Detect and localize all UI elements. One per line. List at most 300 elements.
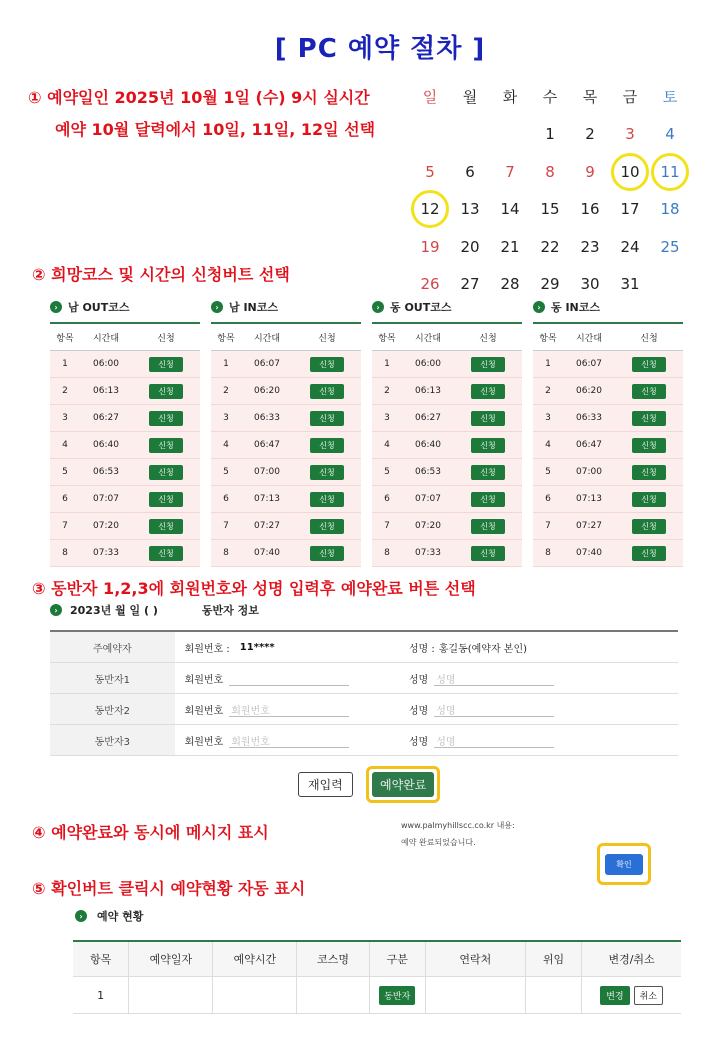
column-header: 항목	[56, 333, 74, 344]
tee-time: 07:00	[254, 467, 280, 477]
status-column-header: 위임	[526, 942, 582, 976]
row-number: 4	[384, 440, 390, 450]
dialog-ok-button[interactable]: 확인	[605, 854, 642, 875]
tee-time: 06:20	[254, 386, 280, 396]
calendar-day[interactable]	[490, 238, 530, 256]
row-number: 8	[62, 548, 68, 558]
tee-time-row	[50, 432, 200, 459]
name-cell	[399, 702, 678, 717]
calendar-day-number: 20	[460, 237, 480, 256]
tee-time: 07:40	[254, 548, 280, 558]
apply-button[interactable]: 신청	[310, 438, 343, 453]
apply-cell	[132, 411, 200, 426]
calendar-day[interactable]	[530, 200, 570, 218]
calendar-week	[410, 228, 690, 266]
calendar-day[interactable]	[490, 163, 530, 181]
calendar-day-number: 8	[545, 162, 555, 181]
tee-time: 06:00	[415, 359, 441, 369]
tee-time: 07:07	[93, 494, 119, 504]
apply-button[interactable]: 신청	[632, 546, 665, 561]
calendar-day-number: 21	[500, 237, 520, 256]
calendar-week	[410, 153, 690, 191]
apply-cell	[615, 384, 683, 399]
tee-time: 06:47	[576, 440, 602, 450]
row-number: 6	[384, 494, 390, 504]
chevron-right-icon: ›	[372, 301, 384, 313]
tee-time-row	[211, 432, 361, 459]
course-table-header	[50, 324, 200, 351]
apply-button[interactable]: 신청	[471, 519, 504, 534]
tee-time: 07:27	[576, 521, 602, 531]
step1-line2: 예약 10월 달력에서 10일, 11일, 12일 선택	[55, 120, 376, 139]
member-cell	[175, 733, 399, 748]
tee-time-row	[372, 540, 522, 567]
row-number: 4	[545, 440, 551, 450]
status-cell: 1	[73, 977, 129, 1013]
apply-button[interactable]: 신청	[149, 465, 182, 480]
apply-button[interactable]: 신청	[310, 465, 343, 480]
calendar-day-number: 13	[460, 200, 480, 219]
calendar-day-number: 30	[580, 275, 600, 294]
status-row	[73, 977, 681, 1014]
tee-time-row	[533, 486, 683, 513]
status-column-header: 변경/취소	[608, 953, 655, 966]
apply-button[interactable]: 신청	[149, 519, 182, 534]
calendar-day-number: 26	[420, 275, 440, 294]
status-header-row	[73, 942, 681, 977]
apply-cell	[293, 546, 361, 561]
course-time-list	[372, 322, 522, 567]
calendar-day[interactable]	[650, 200, 690, 218]
calendar-day[interactable]	[570, 163, 610, 181]
calendar-day-number: 29	[540, 275, 560, 294]
row-number: 1	[223, 359, 229, 369]
apply-button[interactable]: 신청	[471, 411, 504, 426]
calendar-day[interactable]	[410, 163, 450, 181]
calendar-day-number: 31	[620, 275, 640, 294]
calendar-day[interactable]	[530, 125, 570, 143]
step1-line1: ① 예약일인 2025년 10월 1일 (수) 9시 실시간	[28, 88, 370, 107]
member-label: 회원번호	[184, 705, 224, 717]
calendar-day-number: 28	[500, 275, 520, 294]
change-button[interactable]: 변경	[600, 986, 629, 1005]
row-number: 7	[545, 521, 551, 531]
row-number: 6	[62, 494, 68, 504]
member-number-input[interactable]: 회원번호	[229, 702, 349, 717]
type-badge: 동반자	[379, 986, 415, 1005]
weekday-label: 월	[462, 88, 478, 107]
apply-cell	[132, 519, 200, 534]
apply-cell	[454, 411, 522, 426]
apply-button[interactable]: 신청	[471, 546, 504, 561]
course-name: 남 OUT코스	[68, 301, 130, 314]
calendar-day[interactable]	[490, 200, 530, 218]
calendar-day[interactable]	[530, 238, 570, 256]
calendar-day[interactable]	[650, 238, 690, 256]
tee-time-row	[372, 432, 522, 459]
row-number: 2	[545, 386, 551, 396]
course-table-header	[533, 324, 683, 351]
row-number: 1	[384, 359, 390, 369]
calendar-day-number: 2	[585, 125, 595, 144]
apply-button[interactable]: 신청	[149, 357, 182, 372]
apply-button[interactable]: 신청	[471, 438, 504, 453]
tee-time-row	[211, 351, 361, 378]
row-label: 동반자1	[50, 663, 175, 693]
tee-time: 07:40	[576, 548, 602, 558]
tee-time-row	[372, 513, 522, 540]
status-cell	[582, 977, 681, 1013]
status-cell	[129, 977, 213, 1013]
apply-cell	[454, 519, 522, 534]
apply-button[interactable]: 신청	[471, 465, 504, 480]
apply-button[interactable]: 신청	[149, 384, 182, 399]
apply-cell	[293, 357, 361, 372]
member-number-input[interactable]	[229, 671, 349, 686]
status-cell	[526, 977, 582, 1013]
tee-time: 07:27	[254, 521, 280, 531]
calendar-day[interactable]	[650, 163, 690, 181]
apply-button[interactable]: 신청	[310, 384, 343, 399]
companion-row	[50, 694, 678, 725]
chevron-right-icon: ›	[50, 301, 62, 313]
row-number: 6	[223, 494, 229, 504]
apply-button[interactable]: 신청	[632, 438, 665, 453]
row-number: 2	[384, 386, 390, 396]
tee-time-row	[372, 378, 522, 405]
companion-row	[50, 725, 678, 756]
row-number: 7	[223, 521, 229, 531]
weekday-label: 금	[622, 88, 638, 107]
apply-cell	[454, 492, 522, 507]
apply-button[interactable]: 신청	[310, 546, 343, 561]
row-number: 3	[545, 413, 551, 423]
tee-time-row	[211, 378, 361, 405]
row-label: 동반자3	[50, 725, 175, 755]
calendar-week	[410, 191, 690, 229]
apply-button[interactable]: 신청	[149, 438, 182, 453]
tee-time-row	[50, 459, 200, 486]
calendar-day-number: 19	[420, 237, 440, 256]
row-number: 1	[62, 359, 68, 369]
calendar-day-number: 6	[465, 162, 475, 181]
step5-label: ⑤ 확인버트 클릭시 예약현황 자동 표시	[32, 879, 306, 898]
column-header: 항목	[539, 333, 557, 344]
tee-time: 06:07	[254, 359, 280, 369]
tee-time: 06:33	[254, 413, 280, 423]
status-cell	[426, 977, 526, 1013]
course-name: 동 IN코스	[551, 301, 601, 314]
name-label: 성명	[408, 736, 429, 748]
status-cell	[213, 977, 297, 1013]
row-number: 7	[384, 521, 390, 531]
tee-time-row	[372, 459, 522, 486]
apply-button[interactable]: 신청	[149, 492, 182, 507]
calendar-day-number: 4	[665, 125, 675, 144]
row-number: 4	[62, 440, 68, 450]
calendar-day-number: 17	[620, 200, 640, 219]
step3-label: ③ 동반자 1,2,3에 회원번호와 성명 입력후 예약완료 버튼 선택	[32, 579, 476, 598]
apply-button[interactable]: 신청	[310, 519, 343, 534]
calendar-day[interactable]	[570, 238, 610, 256]
status-header	[75, 908, 143, 924]
status-column-header: 예약시간	[213, 942, 297, 976]
calendar-day[interactable]	[450, 163, 490, 181]
calendar-day[interactable]	[610, 238, 650, 256]
row-number: 5	[545, 467, 551, 477]
calendar-day-number: 18	[660, 200, 680, 219]
chevron-right-icon: ›	[211, 301, 223, 313]
apply-button[interactable]: 신청	[632, 384, 665, 399]
tee-time-row	[533, 405, 683, 432]
apply-button[interactable]: 신청	[310, 357, 343, 372]
tee-time-row	[211, 405, 361, 432]
apply-cell	[293, 492, 361, 507]
column-header: 신청	[318, 333, 336, 344]
tee-time: 06:47	[254, 440, 280, 450]
calendar-day-number: 27	[460, 275, 480, 294]
course-title	[50, 298, 200, 316]
calendar-day[interactable]	[650, 125, 690, 143]
weekday-label: 화	[502, 88, 518, 107]
name-input[interactable]: 성명	[434, 702, 554, 717]
reset-button[interactable]: 재입력	[298, 772, 353, 797]
status-column-header: 항목	[73, 942, 129, 976]
calendar-day[interactable]	[570, 200, 610, 218]
apply-button[interactable]: 신청	[310, 492, 343, 507]
weekday-label: 토	[662, 88, 678, 107]
row-label: 주예약자	[50, 632, 175, 662]
member-name-value: 홍길동(예약자 본인)	[438, 643, 528, 655]
column-header: 신청	[157, 333, 175, 344]
name-label: 성명 :	[408, 643, 435, 655]
calendar-day-number: 23	[580, 237, 600, 256]
apply-button[interactable]: 신청	[471, 492, 504, 507]
column-header: 항목	[378, 333, 396, 344]
weekday-label: 목	[582, 88, 598, 107]
apply-button[interactable]: 신청	[149, 411, 182, 426]
dialog-message: 예약 완료되었습니다.	[401, 838, 476, 847]
calendar-day[interactable]	[610, 275, 650, 293]
row-number: 3	[62, 413, 68, 423]
row-number: 4	[223, 440, 229, 450]
row-number: 5	[384, 467, 390, 477]
cancel-button[interactable]: 취소	[634, 986, 663, 1005]
form-section-title: 동반자 정보	[201, 604, 259, 617]
tee-time: 07:00	[576, 467, 602, 477]
column-header: 시간대	[253, 333, 281, 344]
apply-cell	[132, 465, 200, 480]
tee-time-row	[50, 486, 200, 513]
apply-cell	[454, 546, 522, 561]
apply-button[interactable]: 신청	[149, 546, 182, 561]
apply-cell	[293, 438, 361, 453]
apply-cell	[132, 384, 200, 399]
calendar-day-number: 16	[580, 200, 600, 219]
tee-time-row	[50, 351, 200, 378]
reservation-status-table	[73, 940, 681, 1014]
course-name: 남 IN코스	[229, 301, 279, 314]
tee-time: 06:40	[415, 440, 441, 450]
row-number: 3	[223, 413, 229, 423]
reservation-complete-button[interactable]: 예약완료	[372, 772, 434, 797]
row-number: 8	[384, 548, 390, 558]
row-number: 8	[545, 548, 551, 558]
tee-time: 06:00	[93, 359, 119, 369]
tee-time: 06:27	[415, 413, 441, 423]
apply-cell	[132, 492, 200, 507]
status-cell	[297, 977, 369, 1013]
column-header: 시간대	[575, 333, 603, 344]
calendar-day-number: 10	[620, 162, 640, 181]
apply-button[interactable]: 신청	[471, 357, 504, 372]
apply-button[interactable]: 신청	[632, 519, 665, 534]
course-table-header	[211, 324, 361, 351]
calendar-day-number: 12	[420, 200, 440, 219]
calendar-day[interactable]	[570, 275, 610, 293]
tee-time-row	[533, 378, 683, 405]
apply-cell	[132, 546, 200, 561]
tee-time-row	[211, 513, 361, 540]
calendar-day[interactable]	[410, 238, 450, 256]
apply-cell	[132, 357, 200, 372]
ok-highlight	[597, 843, 651, 885]
calendar-day[interactable]	[570, 125, 610, 143]
calendar-day[interactable]	[450, 275, 490, 293]
weekday-label: 일	[422, 88, 438, 107]
member-number-input[interactable]: 회원번호	[229, 733, 349, 748]
tee-time-row	[372, 405, 522, 432]
name-input[interactable]: 성명	[434, 733, 554, 748]
dialog-origin: www.palmyhillscc.co.kr 내용:	[401, 821, 515, 830]
course-tables	[50, 298, 690, 558]
apply-button[interactable]: 신청	[632, 492, 665, 507]
calendar-day[interactable]	[490, 275, 530, 293]
row-number: 5	[62, 467, 68, 477]
apply-button[interactable]: 신청	[632, 357, 665, 372]
tee-time-row	[533, 513, 683, 540]
apply-cell	[454, 438, 522, 453]
row-number: 2	[62, 386, 68, 396]
status-column-header: 예약일자	[129, 942, 213, 976]
tee-time-row	[50, 513, 200, 540]
calendar-day-number: 24	[620, 237, 640, 256]
companion-form	[50, 630, 678, 756]
column-header: 시간대	[92, 333, 120, 344]
tee-time: 06:27	[93, 413, 119, 423]
calendar-day[interactable]	[610, 163, 650, 181]
apply-cell	[615, 411, 683, 426]
chevron-right-icon: ›	[75, 910, 87, 922]
course-title	[533, 298, 683, 316]
tee-time: 07:13	[576, 494, 602, 504]
calendar-day-number: 11	[660, 162, 680, 181]
course-title	[211, 298, 361, 316]
tee-time: 06:07	[576, 359, 602, 369]
tee-time-row	[50, 378, 200, 405]
row-number: 8	[223, 548, 229, 558]
course-table	[211, 298, 361, 567]
tee-time: 06:20	[576, 386, 602, 396]
calendar-day[interactable]	[530, 163, 570, 181]
apply-button[interactable]: 신청	[632, 465, 665, 480]
apply-button[interactable]: 신청	[632, 411, 665, 426]
name-cell	[399, 733, 678, 748]
tee-time-row	[211, 459, 361, 486]
form-date-line: 2023년 월 일 ( )	[70, 604, 158, 617]
calendar-day[interactable]	[610, 125, 650, 143]
row-number: 7	[62, 521, 68, 531]
row-number: 6	[545, 494, 551, 504]
calendar-day-number: 5	[425, 162, 435, 181]
apply-cell	[293, 411, 361, 426]
apply-button[interactable]: 신청	[471, 384, 504, 399]
calendar-day-number: 14	[500, 200, 520, 219]
member-number-value: 11****	[239, 641, 275, 653]
tee-time-row	[533, 432, 683, 459]
course-title	[372, 298, 522, 316]
member-label: 회원번호	[184, 674, 224, 686]
calendar-day-number: 7	[505, 162, 515, 181]
tee-time: 07:20	[93, 521, 119, 531]
member-label: 회원번호 :	[184, 643, 230, 655]
name-label: 성명	[408, 705, 429, 717]
status-column-header: 연락처	[426, 942, 526, 976]
tee-time-row	[50, 405, 200, 432]
calendar-day[interactable]	[610, 200, 650, 218]
tee-time-row	[372, 486, 522, 513]
apply-cell	[293, 465, 361, 480]
apply-cell	[615, 465, 683, 480]
calendar-day[interactable]	[410, 275, 450, 293]
tee-time-row	[211, 486, 361, 513]
calendar-day[interactable]	[450, 200, 490, 218]
submit-highlight	[366, 766, 440, 803]
tee-time: 07:33	[93, 548, 119, 558]
apply-button[interactable]: 신청	[310, 411, 343, 426]
member-label: 회원번호	[184, 736, 224, 748]
tee-time-row	[533, 459, 683, 486]
status-cell	[370, 977, 426, 1013]
apply-cell	[293, 519, 361, 534]
calendar-day[interactable]	[530, 275, 570, 293]
column-header: 신청	[640, 333, 658, 344]
apply-cell	[615, 546, 683, 561]
tee-time: 06:53	[93, 467, 119, 477]
name-cell	[399, 640, 678, 655]
calendar-day-number: 25	[660, 237, 680, 256]
tee-time: 07:33	[415, 548, 441, 558]
calendar-day-number: 3	[625, 125, 635, 144]
calendar-day[interactable]	[410, 200, 450, 218]
status-title: 예약 현황	[97, 910, 144, 923]
step2-label: ② 희망코스 및 시간의 신청버트 선택	[32, 265, 290, 284]
course-time-list	[211, 322, 361, 567]
companion-row	[50, 632, 678, 663]
calendar-day-number: 1	[545, 125, 555, 144]
row-number: 5	[223, 467, 229, 477]
tee-time: 06:40	[93, 440, 119, 450]
calendar-day[interactable]	[450, 238, 490, 256]
tee-time-row	[211, 540, 361, 567]
course-table	[533, 298, 683, 567]
name-input[interactable]: 성명	[434, 671, 554, 686]
apply-cell	[454, 465, 522, 480]
apply-cell	[615, 438, 683, 453]
name-cell	[399, 671, 678, 686]
chevron-right-icon: ›	[50, 604, 62, 616]
page-title: [ PC 예약 절차 ]	[274, 34, 486, 64]
